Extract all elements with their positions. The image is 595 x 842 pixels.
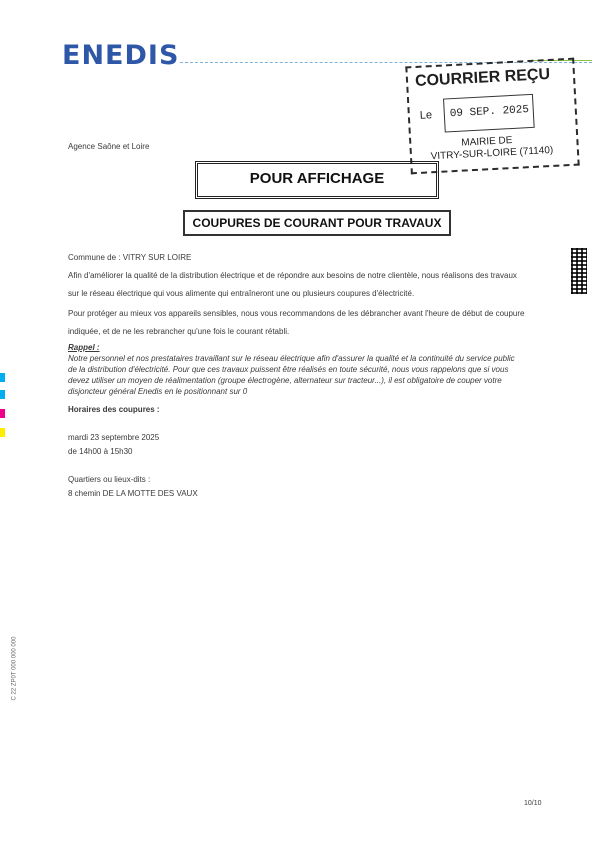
- page-reference: 10/10: [524, 800, 542, 807]
- stamp-date: 09 SEP. 2025: [449, 104, 530, 121]
- enedis-logo: ENEDIS: [62, 40, 180, 71]
- stamp-le: Le: [419, 109, 433, 122]
- title-box: [195, 161, 439, 199]
- schedule-label: Horaires des coupures :: [68, 405, 160, 414]
- cmyk-yellow-mark: [0, 428, 5, 437]
- cmyk-magenta-mark: [0, 409, 5, 418]
- side-reference: C 22 ZP0T 000 000 000: [11, 636, 18, 701]
- page-title: POUR AFFICHAGE: [249, 170, 385, 187]
- cmyk-cyan-mark: [0, 373, 5, 382]
- reminder-line-1: Notre personnel et nos prestataires travaillant sur le réseau électrique afin d'assurer la qualité et la continuité du service public: [68, 354, 515, 363]
- reminder-label: Rappel :: [68, 343, 100, 352]
- subtitle-box: [183, 210, 451, 236]
- outage-date: mardi 23 septembre 2025: [68, 433, 160, 442]
- reminder-section: [68, 342, 548, 397]
- page-subtitle: COUPURES DE COURANT POUR TRAVAUX: [192, 216, 442, 230]
- commune-line: Commune de : VITRY SUR LOIRE: [68, 253, 192, 262]
- advice-paragraph: [68, 308, 548, 337]
- affected-address: 8 chemin DE LA MOTTE DES VAUX: [68, 489, 198, 498]
- advice-line-1: Pour protéger au mieux vos appareils sensibles, nous vous recommandons de les débrancher avant l'heure de début de coupure: [68, 309, 525, 318]
- intro-line-1: Afin d'améliorer la qualité de la distribution électrique et de répondre aux besoins de notre clientèle, nous réalisons des travaux: [68, 271, 517, 280]
- outage-time: de 14h00 à 15h30: [68, 447, 133, 456]
- stamp-title: COURRIER REÇU: [414, 65, 551, 90]
- received-stamp: [405, 58, 579, 175]
- intro-line-2: sur le réseau électrique qui vous alimente qui entraîneront une ou plusieurs coupures d'électricité.: [68, 289, 415, 298]
- advice-line-2: indiquée, et de ne les rebrancher qu'une fois le courant rétabli.: [68, 327, 290, 336]
- barcode-mark: [571, 248, 587, 294]
- reminder-line-3: devez utiliser un moyen de réalimentation (groupe électrogène, alternateur sur tracteur...), il est obligatoire de couper votre: [68, 376, 502, 385]
- intro-paragraph: [68, 270, 548, 299]
- stamp-line2: VITRY-SUR-LOIRE (71140): [430, 144, 554, 163]
- stamp-line1: MAIRIE DE: [461, 134, 513, 149]
- reminder-line-4: disjoncteur général Enedis en le positionnant sur 0: [68, 387, 248, 396]
- agency-name: Agence Saône et Loire: [68, 142, 150, 151]
- areas-label: Quartiers ou lieux-dits :: [68, 475, 151, 484]
- reminder-line-2: de la distribution d'électricité. Pour que ces travaux puissent être réalisés en toute sécurité, nous vous rappelons que si vous: [68, 365, 509, 374]
- cmyk-cyan-mark-2: [0, 390, 5, 399]
